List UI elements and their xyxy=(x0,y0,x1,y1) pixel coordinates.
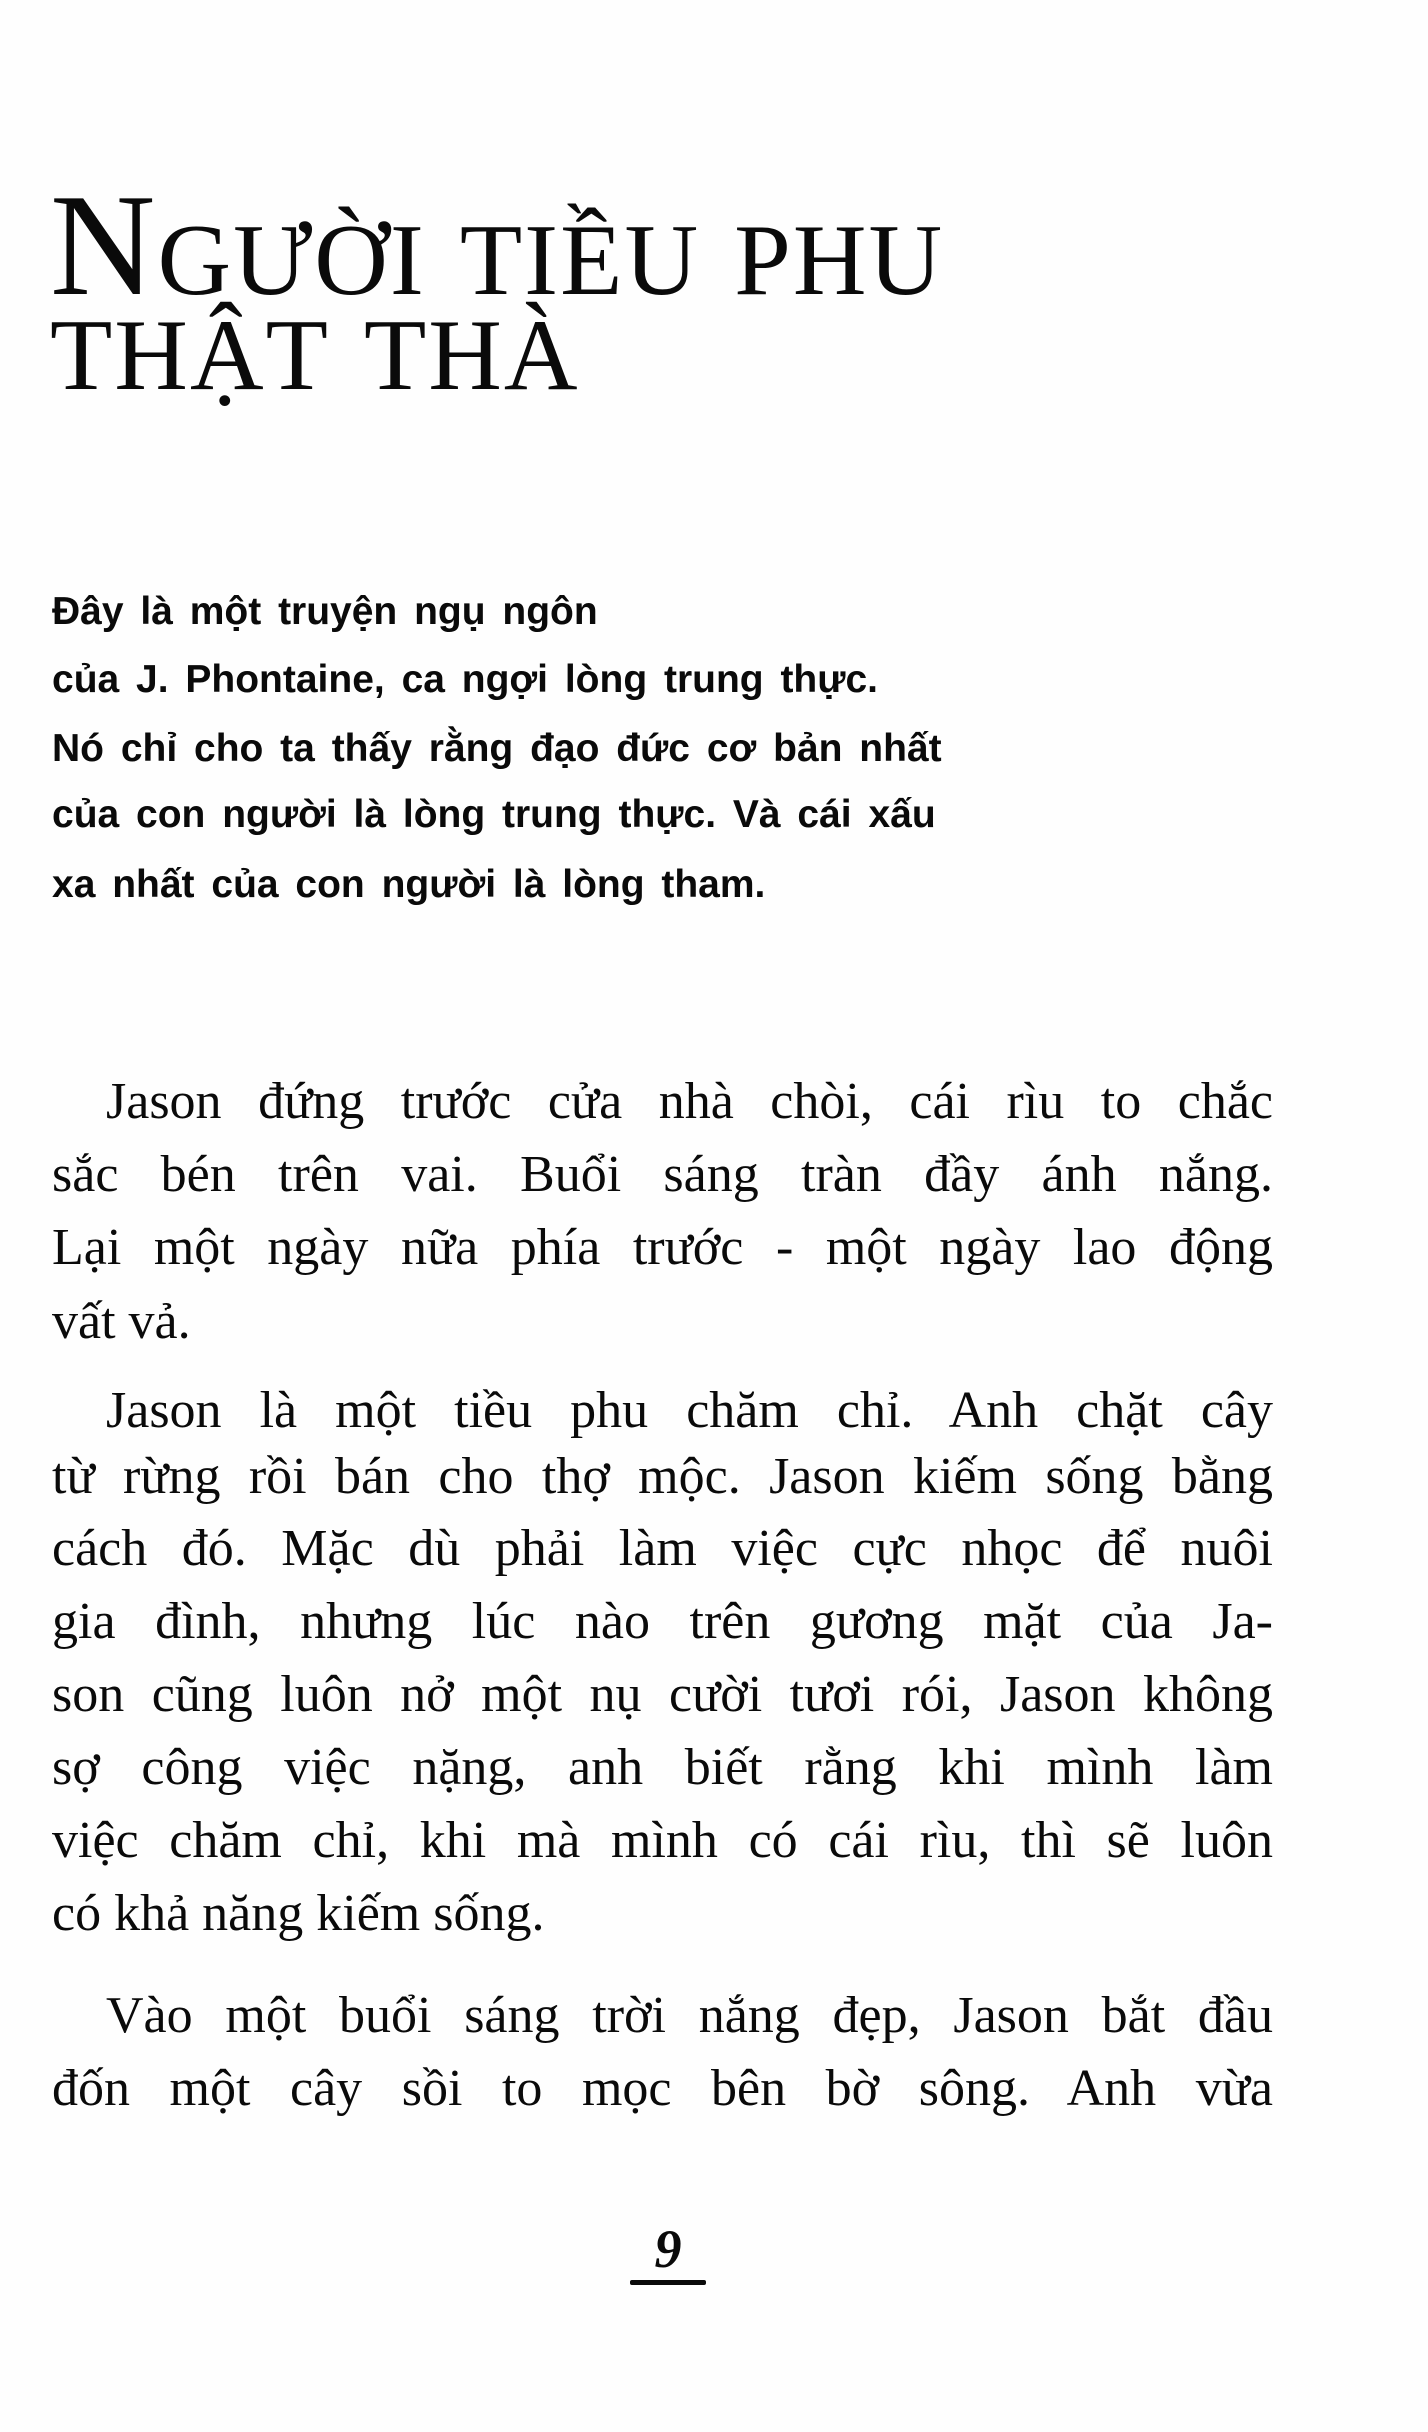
body-line: việc chăm chỉ, khi mà mình có cái rìu, thì sẽ luôn xyxy=(52,1812,1273,1869)
intro-line: Nó chỉ cho ta thấy rằng đạo đức cơ bản nhất xyxy=(52,727,942,770)
body-line: Vào một buổi sáng trời nắng đẹp, Jason bắt đầu xyxy=(106,1987,1273,2044)
title-word-phu: PHU xyxy=(734,204,945,317)
body-line: sắc bén trên vai. Buổi sáng tràn đầy ánh nắng. xyxy=(52,1146,1273,1203)
body-line: Jason là một tiều phu chăm chỉ. Anh chặt cây xyxy=(106,1382,1273,1439)
page-number-underline xyxy=(630,2280,706,2285)
chapter-title-line-2 xyxy=(50,299,614,412)
title-word-tieu: TIỀU xyxy=(459,204,701,317)
title-word-tha: THÀ xyxy=(363,299,580,412)
body-line: Jason đứng trước cửa nhà chòi, cái rìu to chắc xyxy=(106,1073,1273,1130)
body-line: vất vả. xyxy=(52,1293,191,1350)
intro-line: Đây là một truyện ngụ ngôn xyxy=(52,590,598,633)
body-line: Lại một ngày nữa phía trước - một ngày lao động xyxy=(52,1219,1273,1276)
intro-line: của J. Phontaine, ca ngợi lòng trung thực. xyxy=(52,658,879,701)
body-line: cách đó. Mặc dù phải làm việc cực nhọc để nuôi xyxy=(52,1520,1273,1577)
body-line: đốn một cây sồi to mọc bên bờ sông. Anh vừa xyxy=(52,2060,1273,2117)
page-number: 9 xyxy=(654,2219,682,2279)
title-word-that: THẬT xyxy=(50,299,330,412)
body-line: có khả năng kiếm sống. xyxy=(52,1885,545,1942)
intro-line: của con người là lòng trung thực. Và cái xấu xyxy=(52,793,936,836)
title-word-nguoi: NGƯỜI xyxy=(50,164,426,326)
body-line: son cũng luôn nở một nụ cười tươi rói, Jason không xyxy=(52,1666,1273,1723)
body-line: từ rừng rồi bán cho thợ mộc. Jason kiếm sống bằng xyxy=(52,1448,1273,1505)
body-line: sợ công việc nặng, anh biết rằng khi mình làm xyxy=(52,1739,1273,1796)
intro-line: xa nhất của con người là lòng tham. xyxy=(52,863,766,906)
body-line: gia đình, nhưng lúc nào trên gương mặt của Ja- xyxy=(52,1593,1273,1650)
title-initial: N xyxy=(50,164,158,326)
chapter-title-line-1 xyxy=(50,164,978,326)
